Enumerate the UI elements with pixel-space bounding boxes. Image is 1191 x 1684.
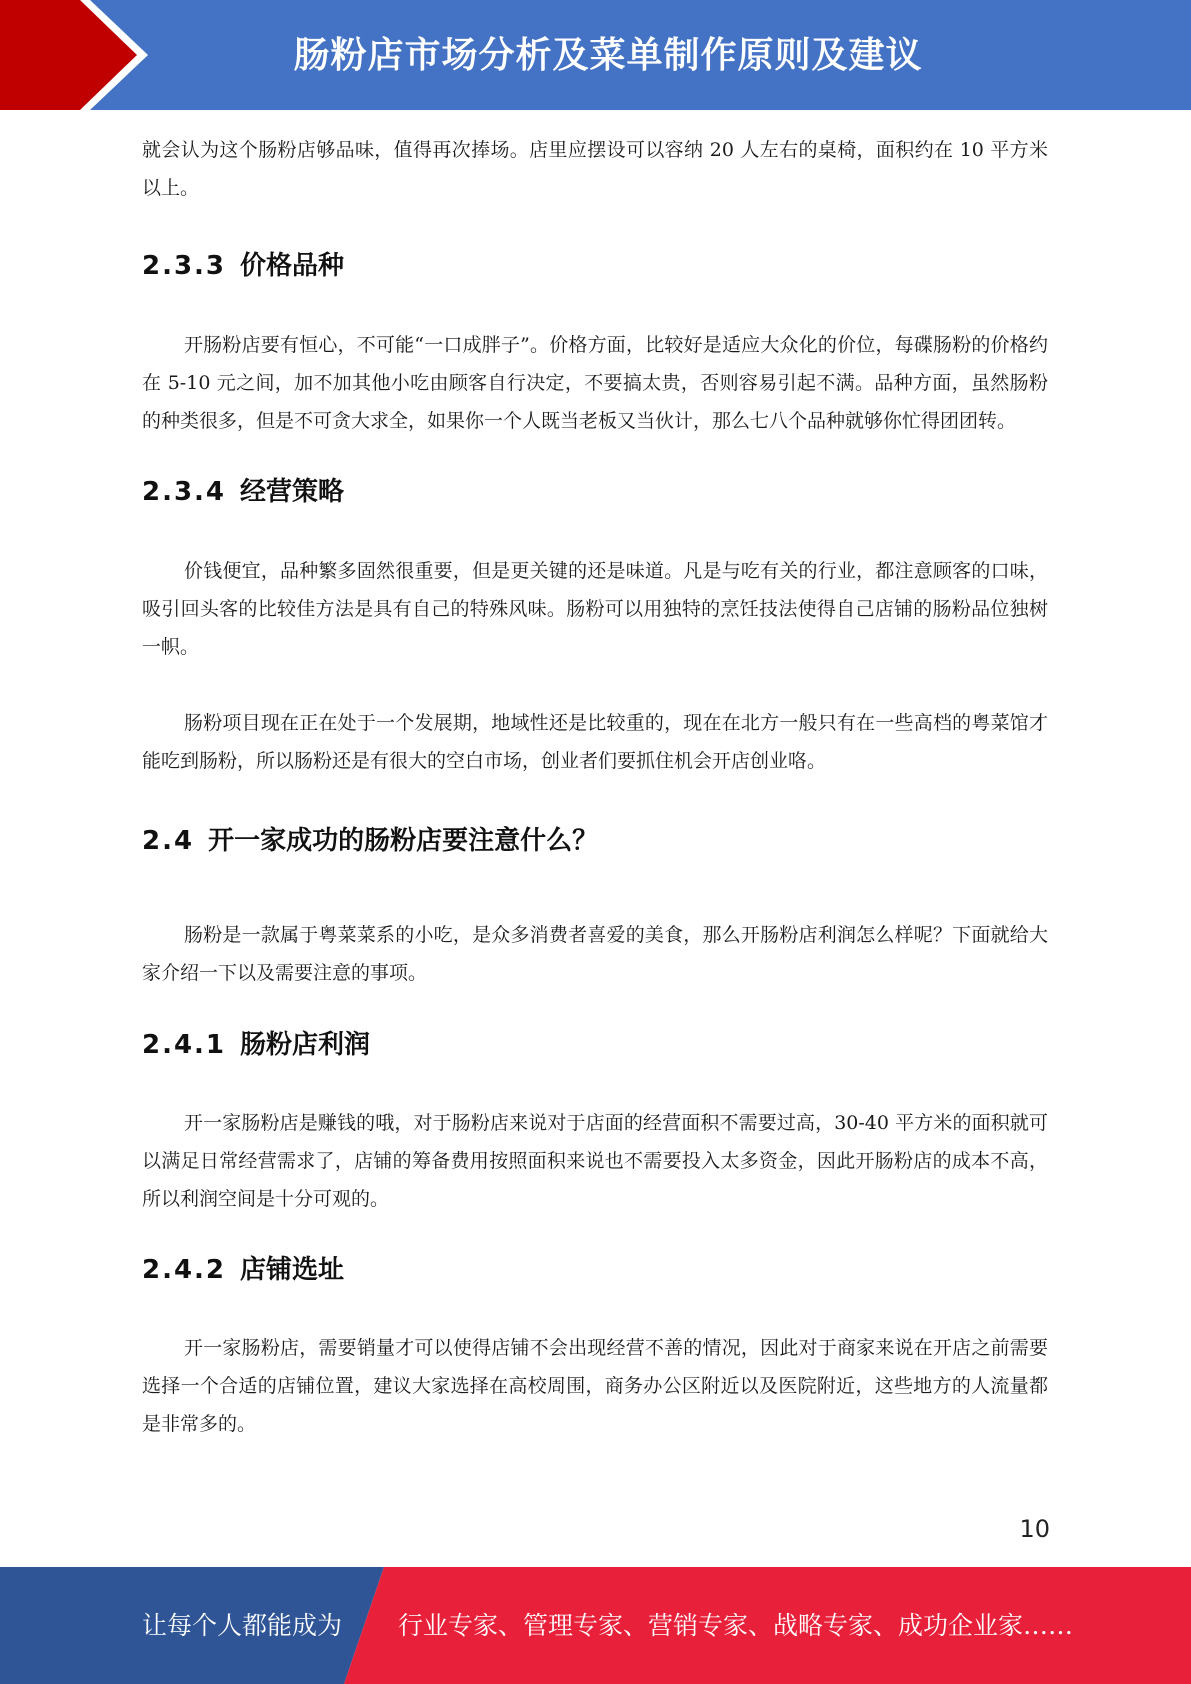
- section-number: 2.4.2: [142, 1255, 227, 1285]
- section-number: 2.3.4: [142, 477, 227, 507]
- section-title: 开一家成功的肠粉店要注意什么？: [208, 826, 599, 856]
- paragraph-2-3-3: 开肠粉店要有恒心，不可能“一口成胖子”。价格方面，比较好是适应大众化的价位，每碟肠粉的价格约在 5-10 元之间，加不加其他小吃由顾客自行决定，不要搞太贵，否则容易引起不满。品种方面，虽然肠粉的种类很多，但是不可贪大求全，如果你一个人既当老板又当伙计，那么七八个品种就够你忙得团团转。: [142, 334, 1048, 432]
- section-title: 经营策略: [240, 477, 345, 507]
- section-number: 2.3.3: [142, 251, 227, 281]
- document-title: 肠粉店市场分析及菜单制作原则及建议: [293, 35, 923, 76]
- paragraph-2-3-4-a: 价钱便宜，品种繁多固然很重要，但是更关键的还是味道。凡是与吃有关的行业，都注意顾客的口味，吸引回头客的比较佳方法是具有自己的特殊风味。肠粉可以用独特的烹饪技法使得自己店铺的肠粉品位独树一帜。: [142, 560, 1048, 658]
- document-body: [142, 131, 1048, 1443]
- section-number: 2.4: [142, 826, 195, 856]
- page-number: 10: [1019, 1515, 1050, 1543]
- footer-band: [0, 1567, 1191, 1684]
- section-heading-2-4-1: [142, 1025, 1048, 1065]
- paragraph-2-4: 肠粉是一款属于粤菜菜系的小吃，是众多消费者喜爱的美食，那么开肠粉店利润怎么样呢？下面就给大家介绍一下以及需要注意的事项。: [142, 924, 1048, 984]
- section-title: 价格品种: [240, 251, 345, 281]
- section-heading-2-4: [142, 821, 1048, 861]
- paragraph-2-4-2: 开一家肠粉店，需要销量才可以使得店铺不会出现经营不善的情况，因此对于商家来说在开店之前需要选择一个合适的店铺位置，建议大家选择在高校周围，商务办公区附近以及医院附近，这些地方的人流量都是非常多的。: [142, 1337, 1048, 1435]
- section-heading-2-4-2: [142, 1250, 1048, 1290]
- section-number: 2.4.1: [142, 1030, 227, 1060]
- section-heading-2-3-4: [142, 472, 1048, 512]
- paragraph-2-3-4-b: 肠粉项目现在正在处于一个发展期，地域性还是比较重的，现在在北方一般只有在一些高档的粤菜馆才能吃到肠粉，所以肠粉还是有很大的空白市场，创业者们要抓住机会开店创业咯。: [142, 712, 1048, 772]
- section-title: 肠粉店利润: [240, 1030, 371, 1060]
- header-band: [0, 0, 1191, 110]
- paragraph-2-4-1: 开一家肠粉店是赚钱的哦，对于肠粉店来说对于店面的经营面积不需要过高，30-40 平方米的面积就可以满足日常经营需求了，店铺的筹备费用按照面积来说也不需要投入太多资金，因此开肠粉店的成本不高，所以利润空间是十分可观的。: [142, 1112, 1048, 1210]
- paragraph-intro: 就会认为这个肠粉店够品味，值得再次捧场。店里应摆设可以容纳 20 人左右的桌椅，面积约在 10 平方米以上。: [142, 139, 1048, 199]
- footer-slogan-left: 让每个人都能成为: [142, 1611, 343, 1640]
- section-title: 店铺选址: [240, 1255, 345, 1285]
- section-heading-2-3-3: [142, 246, 1048, 286]
- footer-slogan-right: 行业专家、管理专家、营销专家、战略专家、成功企业家……: [398, 1611, 1074, 1640]
